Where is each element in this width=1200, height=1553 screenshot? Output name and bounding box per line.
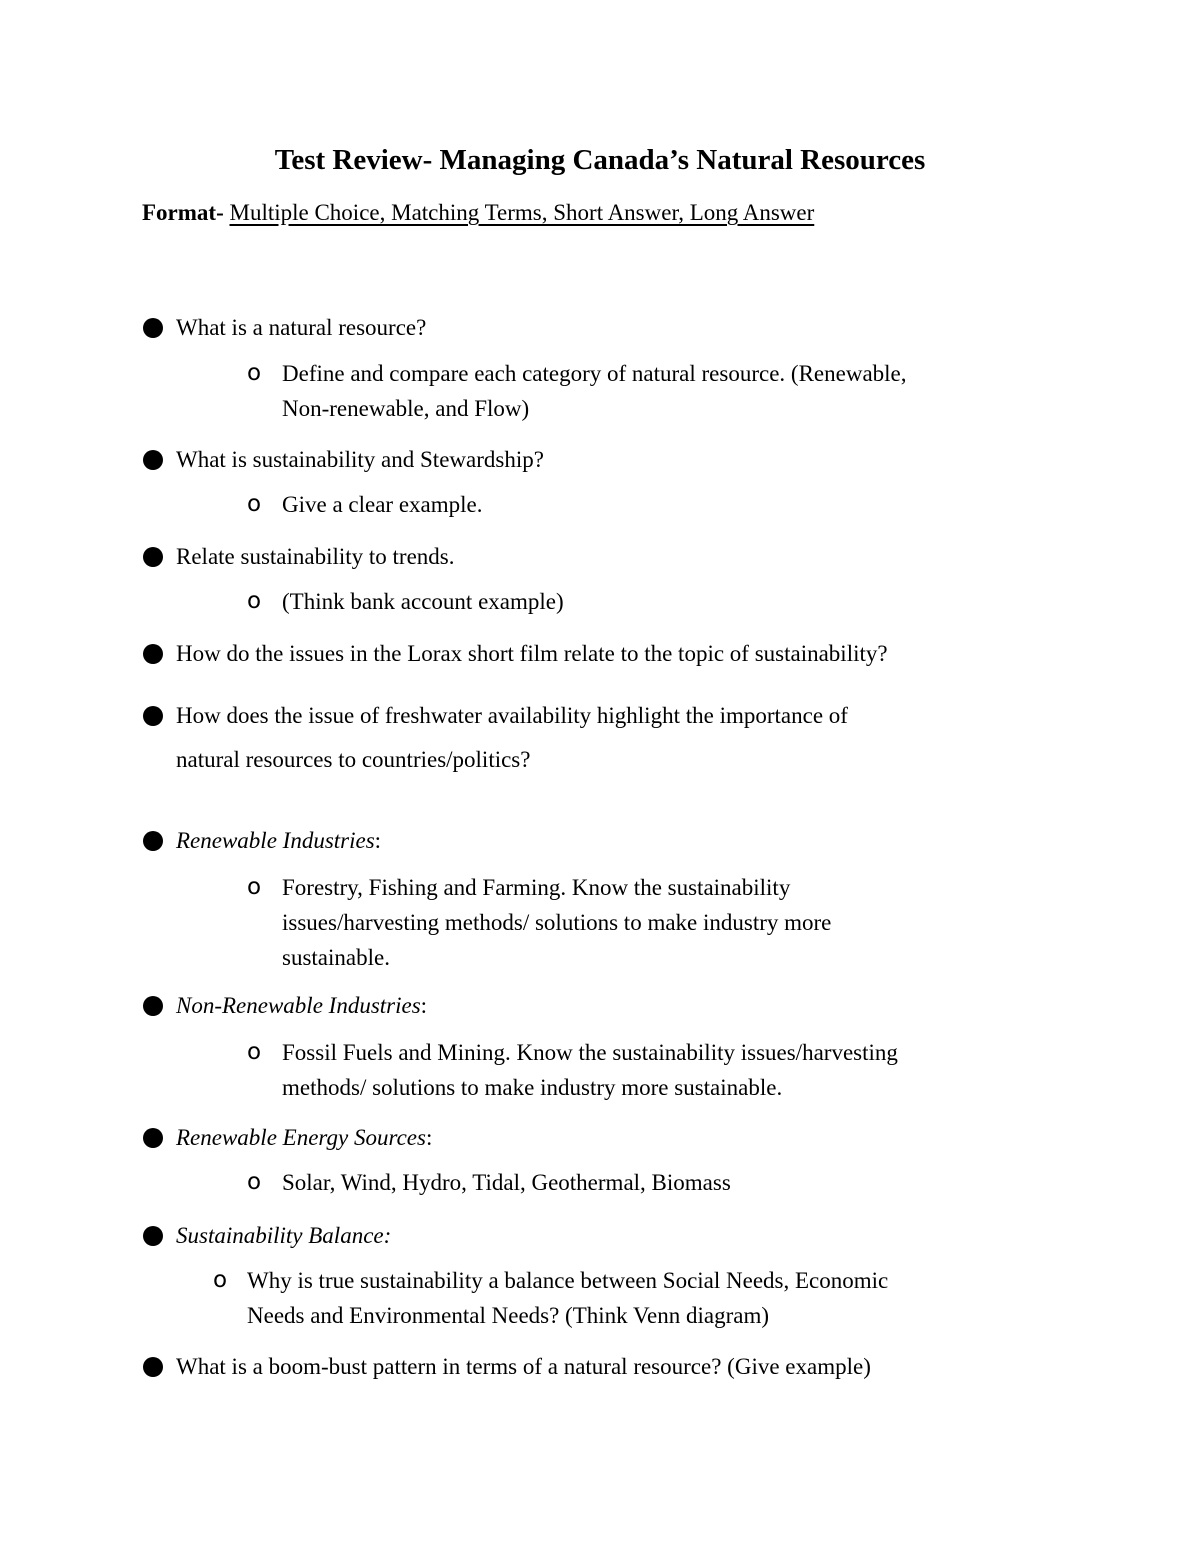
sub-bullet-icon: o <box>213 1267 228 1293</box>
bullet-icon <box>143 706 163 726</box>
sub-item-clear-example: Give a clear example. <box>282 492 483 517</box>
sub-item-energy-list: Solar, Wind, Hydro, Tidal, Geothermal, Biomass <box>282 1170 731 1195</box>
colon: : <box>420 993 428 1018</box>
bullet-icon <box>143 1357 163 1377</box>
sub-item-forestry-fishing-cont: issues/harvesting methods/ solutions to make industry more <box>282 910 832 935</box>
question-boom-bust: What is a boom-bust pattern in terms of a natural resource? (Give example) <box>176 1354 871 1379</box>
question-freshwater-cont: natural resources to countries/politics? <box>176 747 531 772</box>
bullet-icon <box>143 996 163 1016</box>
heading-renewable-industries <box>176 823 381 858</box>
bullet-icon <box>143 1226 163 1246</box>
format-line <box>142 196 814 230</box>
nonrenewable-industries-label: Non-Renewable Industries <box>176 993 421 1018</box>
question-sustainability-stewardship: What is sustainability and Stewardship? <box>176 447 544 472</box>
heading-sustainability-balance: Sustainability Balance: <box>176 1223 392 1248</box>
sub-bullet-icon: o <box>247 874 262 900</box>
question-freshwater: How does the issue of freshwater availability highlight the importance of <box>176 703 848 728</box>
sub-bullet-icon: o <box>247 360 262 386</box>
sub-bullet-icon: o <box>247 1169 262 1195</box>
question-lorax: How do the issues in the Lorax short film relate to the topic of sustainability? <box>176 641 888 666</box>
bullet-icon <box>143 831 163 851</box>
sub-bullet-icon: o <box>247 588 262 614</box>
renewable-energy-label: Renewable Energy Sources <box>176 1125 426 1150</box>
sub-item-fossil-fuels: Fossil Fuels and Mining. Know the sustainability issues/harvesting <box>282 1040 898 1065</box>
format-label: Format- <box>142 200 224 225</box>
sub-bullet-icon: o <box>247 491 262 517</box>
bullet-icon <box>143 1128 163 1148</box>
question-natural-resource: What is a natural resource? <box>176 315 427 340</box>
sub-item-fossil-fuels-cont: methods/ solutions to make industry more sustainable. <box>282 1075 783 1100</box>
sub-item-define-compare: Define and compare each category of natural resource. (Renewable, <box>282 361 907 386</box>
bullet-icon <box>143 318 163 338</box>
colon: : <box>425 1125 433 1150</box>
heading-renewable-energy <box>176 1120 432 1155</box>
bullet-icon <box>143 644 163 664</box>
sub-item-forestry-fishing: Forestry, Fishing and Farming. Know the sustainability <box>282 875 791 900</box>
sub-item-define-compare-cont: Non-renewable, and Flow) <box>282 396 530 421</box>
page-title: Test Review- Managing Canada’s Natural Resources <box>274 144 926 176</box>
bullet-icon <box>143 450 163 470</box>
sub-item-bank-account: (Think bank account example) <box>282 589 564 614</box>
sub-item-forestry-fishing-cont2: sustainable. <box>282 945 390 970</box>
heading-nonrenewable-industries <box>176 988 427 1023</box>
format-value: Multiple Choice, Matching Terms, Short Answer, Long Answer <box>229 200 815 225</box>
colon: : <box>374 828 382 853</box>
question-sustainability-trends: Relate sustainability to trends. <box>176 544 455 569</box>
sub-bullet-icon: o <box>247 1039 262 1065</box>
bullet-icon <box>143 547 163 567</box>
renewable-industries-label: Renewable Industries <box>176 828 375 853</box>
sub-item-balance: Why is true sustainability a balance between Social Needs, Economic <box>247 1268 889 1293</box>
sub-item-balance-cont: Needs and Environmental Needs? (Think Venn diagram) <box>247 1303 770 1328</box>
